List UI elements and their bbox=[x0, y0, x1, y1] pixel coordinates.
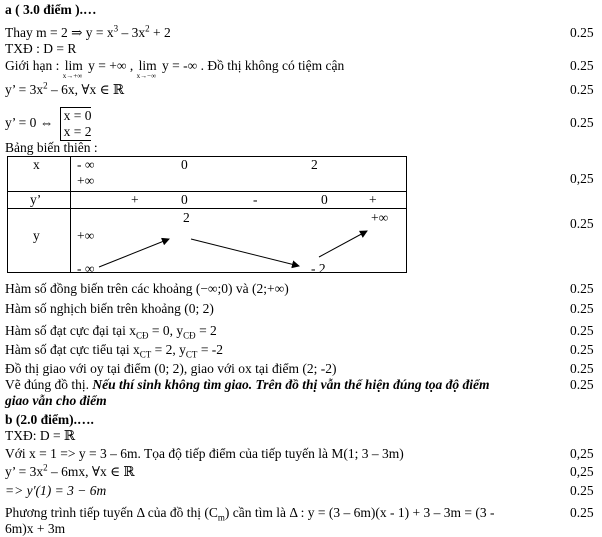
score: 0.25 bbox=[570, 301, 594, 316]
line-tangent-equation: Phương trình tiếp tuyến Δ của đồ thị $(C_m)$ cần tìm là Δ : y = (3 – 6m)(x - 1) + 3 – 3m = (3 - bbox=[5, 505, 495, 523]
score: 0.25 bbox=[570, 25, 594, 40]
line-derivative-at-1: => y′(1) = 3 − 6m bbox=[5, 483, 107, 498]
line-b-domain: TXĐ: D = ℝ bbox=[5, 428, 76, 443]
score: 0,25 bbox=[570, 464, 594, 479]
line-intersections: Đồ thị giao với oy tại điểm (0; 2), giao với ox tại điểm (2; -2) bbox=[5, 361, 337, 376]
score: 0.25 bbox=[570, 361, 594, 376]
line-draw-graph-cont: giao vẫn cho điểm bbox=[5, 393, 107, 408]
arrow-increasing-2 bbox=[319, 231, 367, 257]
score: 0.25 bbox=[570, 115, 594, 130]
score: 0,25 bbox=[570, 171, 594, 186]
arrow-decreasing bbox=[191, 239, 299, 266]
line-derivative: y’ = $3x^2 - 6x$, ∀x ∈ ℝ bbox=[5, 80, 125, 97]
line-tangent-equation-cont: 6m)x + 3m bbox=[5, 521, 66, 536]
variation-table bbox=[7, 156, 407, 276]
table-row-y: +∞ - ∞ 2 - 2 +∞ bbox=[71, 209, 407, 273]
score: 0.25 bbox=[570, 505, 594, 520]
line-substitute-m: Thay m = 2 ⇒ $y = x^3 - 3x^2 + 2$ bbox=[5, 23, 171, 40]
table-row-x: - ∞ +∞ 0 2 bbox=[71, 157, 407, 192]
part-a-header: a ( 3.0 điểm ).… bbox=[5, 2, 97, 17]
table-header-y-prime: y’ bbox=[8, 192, 71, 209]
score: 0,25 bbox=[570, 446, 594, 461]
line-b-derivative: y’ = $3x^2 - 6mx$, ∀x ∈ ℝ bbox=[5, 462, 135, 479]
arrow-increasing-1 bbox=[99, 239, 169, 267]
line-tangent-point: Với x = 1 => y = 3 – 6m. Tọa độ tiếp điểm của tiếp tuyến là M(1; 3 – 3m) bbox=[5, 446, 404, 461]
line-limits: Giới hạn : lim x→+∞ y = +∞ , lim x→−∞ y = -∞ . Đồ thị không có tiệm cận bbox=[5, 58, 345, 80]
score: 0.25 bbox=[570, 281, 594, 296]
line-domain: TXĐ : D = R bbox=[5, 41, 77, 56]
score: 0.25 bbox=[570, 216, 594, 231]
line-increasing: Hàm số đồng biến trên các khoảng (−∞;0) và (2;+∞) bbox=[5, 281, 289, 296]
score: 0.25 bbox=[570, 377, 594, 392]
line-maximum: Hàm số đạt cực đại tại $x_{CĐ} = 0$, $y_{CĐ} = 2$ bbox=[5, 323, 217, 341]
variation-arrows bbox=[71, 209, 409, 273]
table-header-x: x bbox=[8, 157, 71, 192]
table-header-y: y bbox=[8, 209, 71, 273]
score: 0.25 bbox=[570, 342, 594, 357]
line-decreasing: Hàm số nghịch biến trên khoảng (0; 2) bbox=[5, 301, 214, 316]
score: 0.25 bbox=[570, 82, 594, 97]
part-b-header: b (2.0 điểm).…. bbox=[5, 412, 94, 427]
score: 0.25 bbox=[570, 483, 594, 498]
line-minimum: Hàm số đạt cực tiểu tại $x_{CT} = 2$, $y_{CT} = -2$ bbox=[5, 342, 224, 360]
score: 0.25 bbox=[570, 323, 594, 338]
table-row-y-prime: + 0 - 0 + bbox=[71, 192, 407, 209]
table-title: Bảng biến thiên : bbox=[5, 140, 98, 155]
score: 0.25 bbox=[570, 58, 594, 73]
line-roots: y’ = 0 ⇔ x = 0 x = 2 bbox=[5, 107, 92, 139]
line-draw-graph: Vẽ đúng đồ thị. Nếu thí sinh không tìm giao. Trên đồ thị vẫn thể hiện đúng tọa độ điểm bbox=[5, 377, 490, 392]
